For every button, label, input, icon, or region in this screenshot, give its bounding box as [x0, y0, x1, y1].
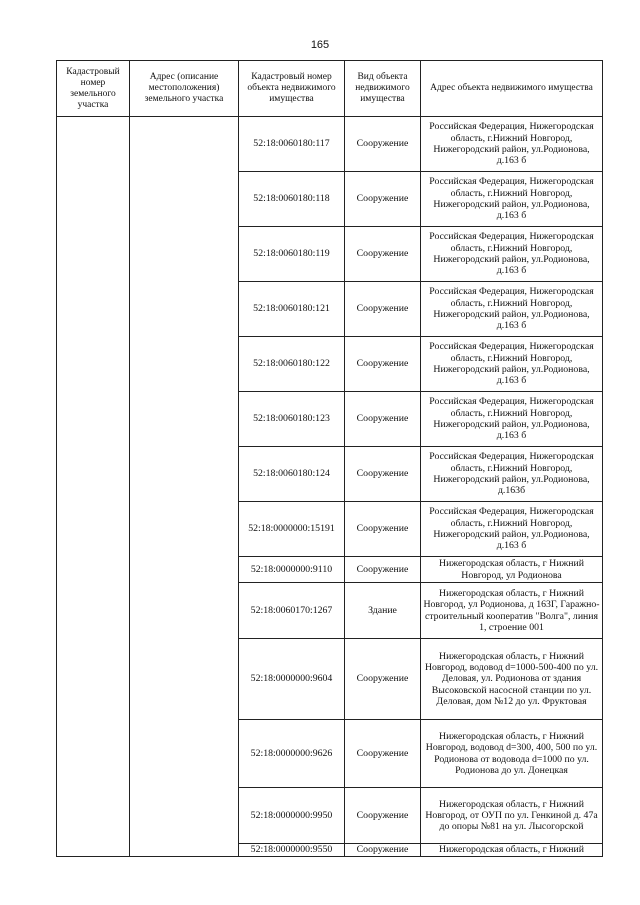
header-object-cadastral: Кадастровый номер объекта недвижимого имущества — [239, 61, 345, 117]
object-address-cell: Российская Федерация, Нижегородская область, г.Нижний Новгород, Нижегородский район, ул.Родионова, д.163 б — [421, 392, 603, 447]
object-cadastral-cell: 52:18:0060180:119 — [239, 227, 345, 282]
object-cadastral-cell: 52:18:0060180:118 — [239, 172, 345, 227]
object-address-cell: Российская Федерация, Нижегородская область, г.Нижний Новгород, Нижегородский район, ул.Родионова, д.163 б — [421, 282, 603, 337]
object-type-cell: Сооружение — [345, 447, 421, 502]
object-address-cell: Нижегородская область, г Нижний Новгород, от ОУП по ул. Генкиной д. 47а до опоры №81 на ул. Лысогорской — [421, 788, 603, 844]
page-number: 165 — [310, 39, 330, 51]
header-land-address: Адрес (описание местоположения) земельного участка — [130, 61, 239, 117]
land-cadastral-cell — [57, 117, 130, 857]
object-address-cell: Российская Федерация, Нижегородская область, г.Нижний Новгород, Нижегородский район, ул.Родионова, д.163 б — [421, 227, 603, 282]
table-row — [57, 117, 603, 172]
object-type-cell: Сооружение — [345, 117, 421, 172]
object-cadastral-cell: 52:18:0060180:117 — [239, 117, 345, 172]
header-object-type: Вид объекта недвижимого имущества — [345, 61, 421, 117]
object-address-cell: Российская Федерация, Нижегородская область, г.Нижний Новгород, Нижегородский район, ул.Родионова, д.163 б — [421, 337, 603, 392]
object-cadastral-cell: 52:18:0000000:9604 — [239, 639, 345, 720]
object-address-cell: Российская Федерация, Нижегородская область, г.Нижний Новгород, Нижегородский район, ул.Родионова, д.163б — [421, 447, 603, 502]
object-address-cell: Нижегородская область, г Нижний Новгород, водовод d=300, 400, 500 по ул. Родионова от водовода d=1000 по ул. Родионова до ул. Донецкая — [421, 720, 603, 788]
object-type-cell: Сооружение — [345, 337, 421, 392]
property-table — [56, 60, 603, 857]
object-type-cell: Сооружение — [345, 788, 421, 844]
object-address-cell: Российская Федерация, Нижегородская область, г.Нижний Новгород, Нижегородский район, ул.Родионова, д.163 б — [421, 117, 603, 172]
object-address-cell: Нижегородская область, г Нижний Новгород, ул Родионова — [421, 557, 603, 583]
object-cadastral-cell: 52:18:0060180:124 — [239, 447, 345, 502]
object-cadastral-cell: 52:18:0060170:1267 — [239, 583, 345, 639]
object-address-cell: Нижегородская область, г Нижний Новгород, водовод d=1000-500-400 по ул. Деловая, ул. Родионова от здания Высоковской насосной станции по ул. Деловая, дом №12 до ул. Фруктовая — [421, 639, 603, 720]
object-cadastral-cell: 52:18:0000000:9550 — [239, 844, 345, 857]
object-type-cell: Сооружение — [345, 172, 421, 227]
object-cadastral-cell: 52:18:0000000:9110 — [239, 557, 345, 583]
object-address-cell: Нижегородская область, г Нижний Новгород, ул Родионова, д 163Г, Гаражно-строительный кооператив "Волга", линия 1, строение 001 — [421, 583, 603, 639]
object-cadastral-cell: 52:18:0000000:9950 — [239, 788, 345, 844]
object-type-cell: Сооружение — [345, 227, 421, 282]
object-cadastral-cell: 52:18:0060180:122 — [239, 337, 345, 392]
object-type-cell: Сооружение — [345, 844, 421, 857]
object-cadastral-cell: 52:18:0060180:123 — [239, 392, 345, 447]
object-type-cell: Сооружение — [345, 639, 421, 720]
object-cadastral-cell: 52:18:0000000:9626 — [239, 720, 345, 788]
object-address-cell: Нижегородская область, г Нижний — [421, 844, 603, 857]
object-type-cell: Сооружение — [345, 392, 421, 447]
object-type-cell: Сооружение — [345, 282, 421, 337]
object-type-cell: Сооружение — [345, 557, 421, 583]
table-header-row — [57, 61, 603, 117]
object-cadastral-cell: 52:18:0060180:121 — [239, 282, 345, 337]
object-address-cell: Российская Федерация, Нижегородская область, г.Нижний Новгород, Нижегородский район, ул.Родионова, д.163 б — [421, 172, 603, 227]
land-address-cell — [130, 117, 239, 857]
object-type-cell: Сооружение — [345, 502, 421, 557]
object-cadastral-cell: 52:18:0000000:15191 — [239, 502, 345, 557]
object-type-cell: Здание — [345, 583, 421, 639]
object-address-cell: Российская Федерация, Нижегородская область, г.Нижний Новгород, Нижегородский район, ул.Родионова, д.163 б — [421, 502, 603, 557]
header-object-address: Адрес объекта недвижимого имущества — [421, 61, 603, 117]
object-type-cell: Сооружение — [345, 720, 421, 788]
header-land-cadastral: Кадастровый номер земельного участка — [57, 61, 130, 117]
